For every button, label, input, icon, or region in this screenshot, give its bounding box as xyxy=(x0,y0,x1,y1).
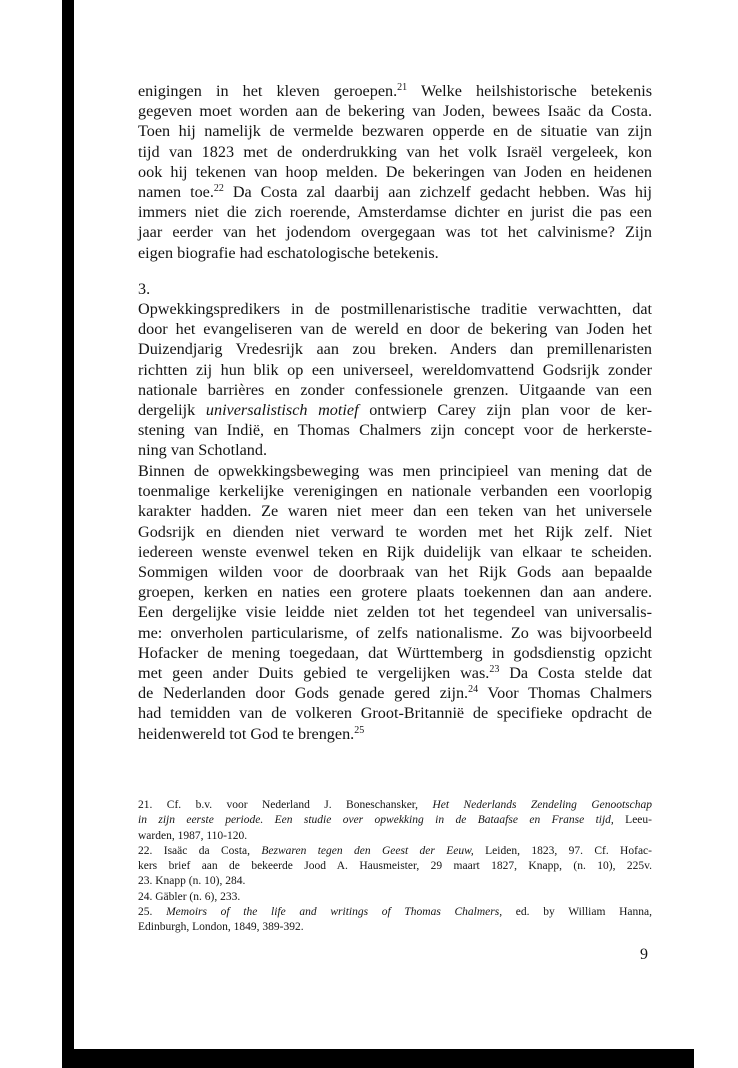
text-line: Een dergelijke visie leidde niet zelden tot het tegendeel van universalis- xyxy=(138,603,652,622)
footnote-ref-23: 23 xyxy=(489,664,500,676)
text-line: me: onverholen particularisme, of zelfs nationalisme. Zo was bijvoorbeeld xyxy=(138,623,652,642)
text-line: Duizendjarig Vredesrijk aan zou breken. Anders dan premillenaristen xyxy=(138,340,652,359)
footnote-line: 23. Knapp (n. 10), 284. xyxy=(138,875,246,888)
page-number: 9 xyxy=(640,946,648,963)
text-line: groepen, kerken en naties een grotere plaats toekennen dan aan andere. xyxy=(138,583,652,602)
text-line: iedereen wenste evenwel teken en Rijk duidelijk van elkaar te scheiden. xyxy=(138,542,652,561)
text-line: richtten zij hun blik op een universeel, wereldomvattend Godsrijk zonder xyxy=(138,360,652,379)
footnote-ref-25: 25 xyxy=(354,724,365,736)
text-line: toenmalige kerkelijke verenigingen en nationale verbanden een voorlopig xyxy=(138,482,652,501)
footnote-line: 22. Isaäc da Costa, Bezwaren tegen den Geest der Eeuw, Leiden, 1823, 97. Cf. Hofac- xyxy=(138,844,652,857)
footnote-line: 25. Memoirs of the life and writings of Thomas Chalmers, ed. by William Hanna, xyxy=(138,906,653,919)
text-line: Sommigen wilden voor de doorbraak van het Rijk Gods aan bepaalde xyxy=(138,563,652,582)
text-line: Hofacker de mening toegedaan, dat Württemberg in godsdienstig opzicht xyxy=(138,643,652,662)
section-number: 3. xyxy=(138,280,151,298)
text-line: had temidden van de volkeren Groot-Britannië de specifieke opdracht de xyxy=(138,704,652,723)
text-line: gegeven moet worden aan de bekering van Joden, bewees Isaäc da Costa. xyxy=(138,102,652,121)
text-line: stening van Indië, en Thomas Chalmers zijn concept voor de herkerste- xyxy=(138,421,652,440)
paragraph-3 xyxy=(138,461,652,744)
footnote-line: Edinburgh, London, 1849, 389-392. xyxy=(138,921,304,934)
italic-phrase: universalistisch motief xyxy=(205,401,359,420)
text-line: heidenwereld tot God te brengen.$^{25}$ xyxy=(138,724,365,743)
text-line: Toen hij namelijk de vermelde bezwaren opperde en de situatie van zijn xyxy=(138,122,652,141)
text-line: dergelijk universalistisch motief ontwierp Carey zijn plan voor de ker- xyxy=(138,401,652,420)
text-line: karakter hadden. Ze waren niet meer dan een teken van het universele xyxy=(138,502,652,521)
footnotes xyxy=(138,798,652,936)
footnote-line: kers brief aan de bekeerde Jood A. Hausmeister, 29 maart 1827, Knapp, (n. 10), 225v. xyxy=(138,860,652,873)
text-line: ook hij tekenen van hoop melden. De bekeringen van Joden en heidenen xyxy=(138,162,652,181)
footnote-line: 24. Gäbler (n. 6), 233. xyxy=(138,890,241,903)
text-line: met geen ander Duits gebied te vergelijken was.$^{23}$ Da Costa stelde dat xyxy=(138,664,652,683)
paragraph-1 xyxy=(138,81,652,263)
footnote-ref-21: 21 xyxy=(397,82,408,93)
text-line: ning van Schotland. xyxy=(138,441,268,460)
text-line: Opwekkingspredikers in de postmillenaristische traditie verwachtten, dat xyxy=(138,300,652,318)
text-line: jaar eerder van het jodendom overgegaan was tot het calvinisme? Zijn xyxy=(138,223,652,242)
text-line: namen toe.$^{22}$ Da Costa zal daarbij aan zichzelf gedacht hebben. Was hij xyxy=(138,183,652,202)
text-line: immers niet die zich roerende, Amsterdamse dichter en jurist die pas een xyxy=(138,203,652,222)
footnote-line: warden, 1987, 110-120. xyxy=(138,829,248,842)
text-line: enigingen in het kleven geroepen.$^{21}$ Welke heilshistorische betekenis xyxy=(138,82,652,100)
text-line: tijd van 1823 met de onderdrukking van het volk Israël vergeleek, kon xyxy=(138,142,652,161)
text-line: de Nederlanden door Gods genade gered zijn.$^{24}$ Voor Thomas Chalmers xyxy=(138,684,652,703)
text-line: eigen biografie had eschatologische betekenis. xyxy=(138,243,439,262)
footnote-line: 21. Cf. b.v. voor Nederland J. Boneschansker, Het Nederlands Zendeling Genootschap xyxy=(138,799,652,811)
text-line: Binnen de opwekkingsbeweging was men principieel van mening dat de xyxy=(138,462,652,480)
text-line: Godsrijk en dienden niet verward te worden met het Rijk zelf. Niet xyxy=(138,522,652,541)
text-line: door het evangeliseren van de wereld en door de bekering van Joden het xyxy=(138,320,652,339)
footnote-ref-22: 22 xyxy=(213,183,224,195)
scan-border-bottom xyxy=(62,1049,694,1068)
paragraph-2 xyxy=(138,299,652,461)
scan-border-left xyxy=(62,0,74,1068)
footnote-line: in zijn eerste periode. Een studie over opwekking in de Bataafse en Franse tijd, Leeu- xyxy=(138,814,652,827)
text-line: nationale barrières en zonder confessionele grenzen. Uitgaande van een xyxy=(138,380,652,399)
footnote-ref-24: 24 xyxy=(468,684,479,696)
